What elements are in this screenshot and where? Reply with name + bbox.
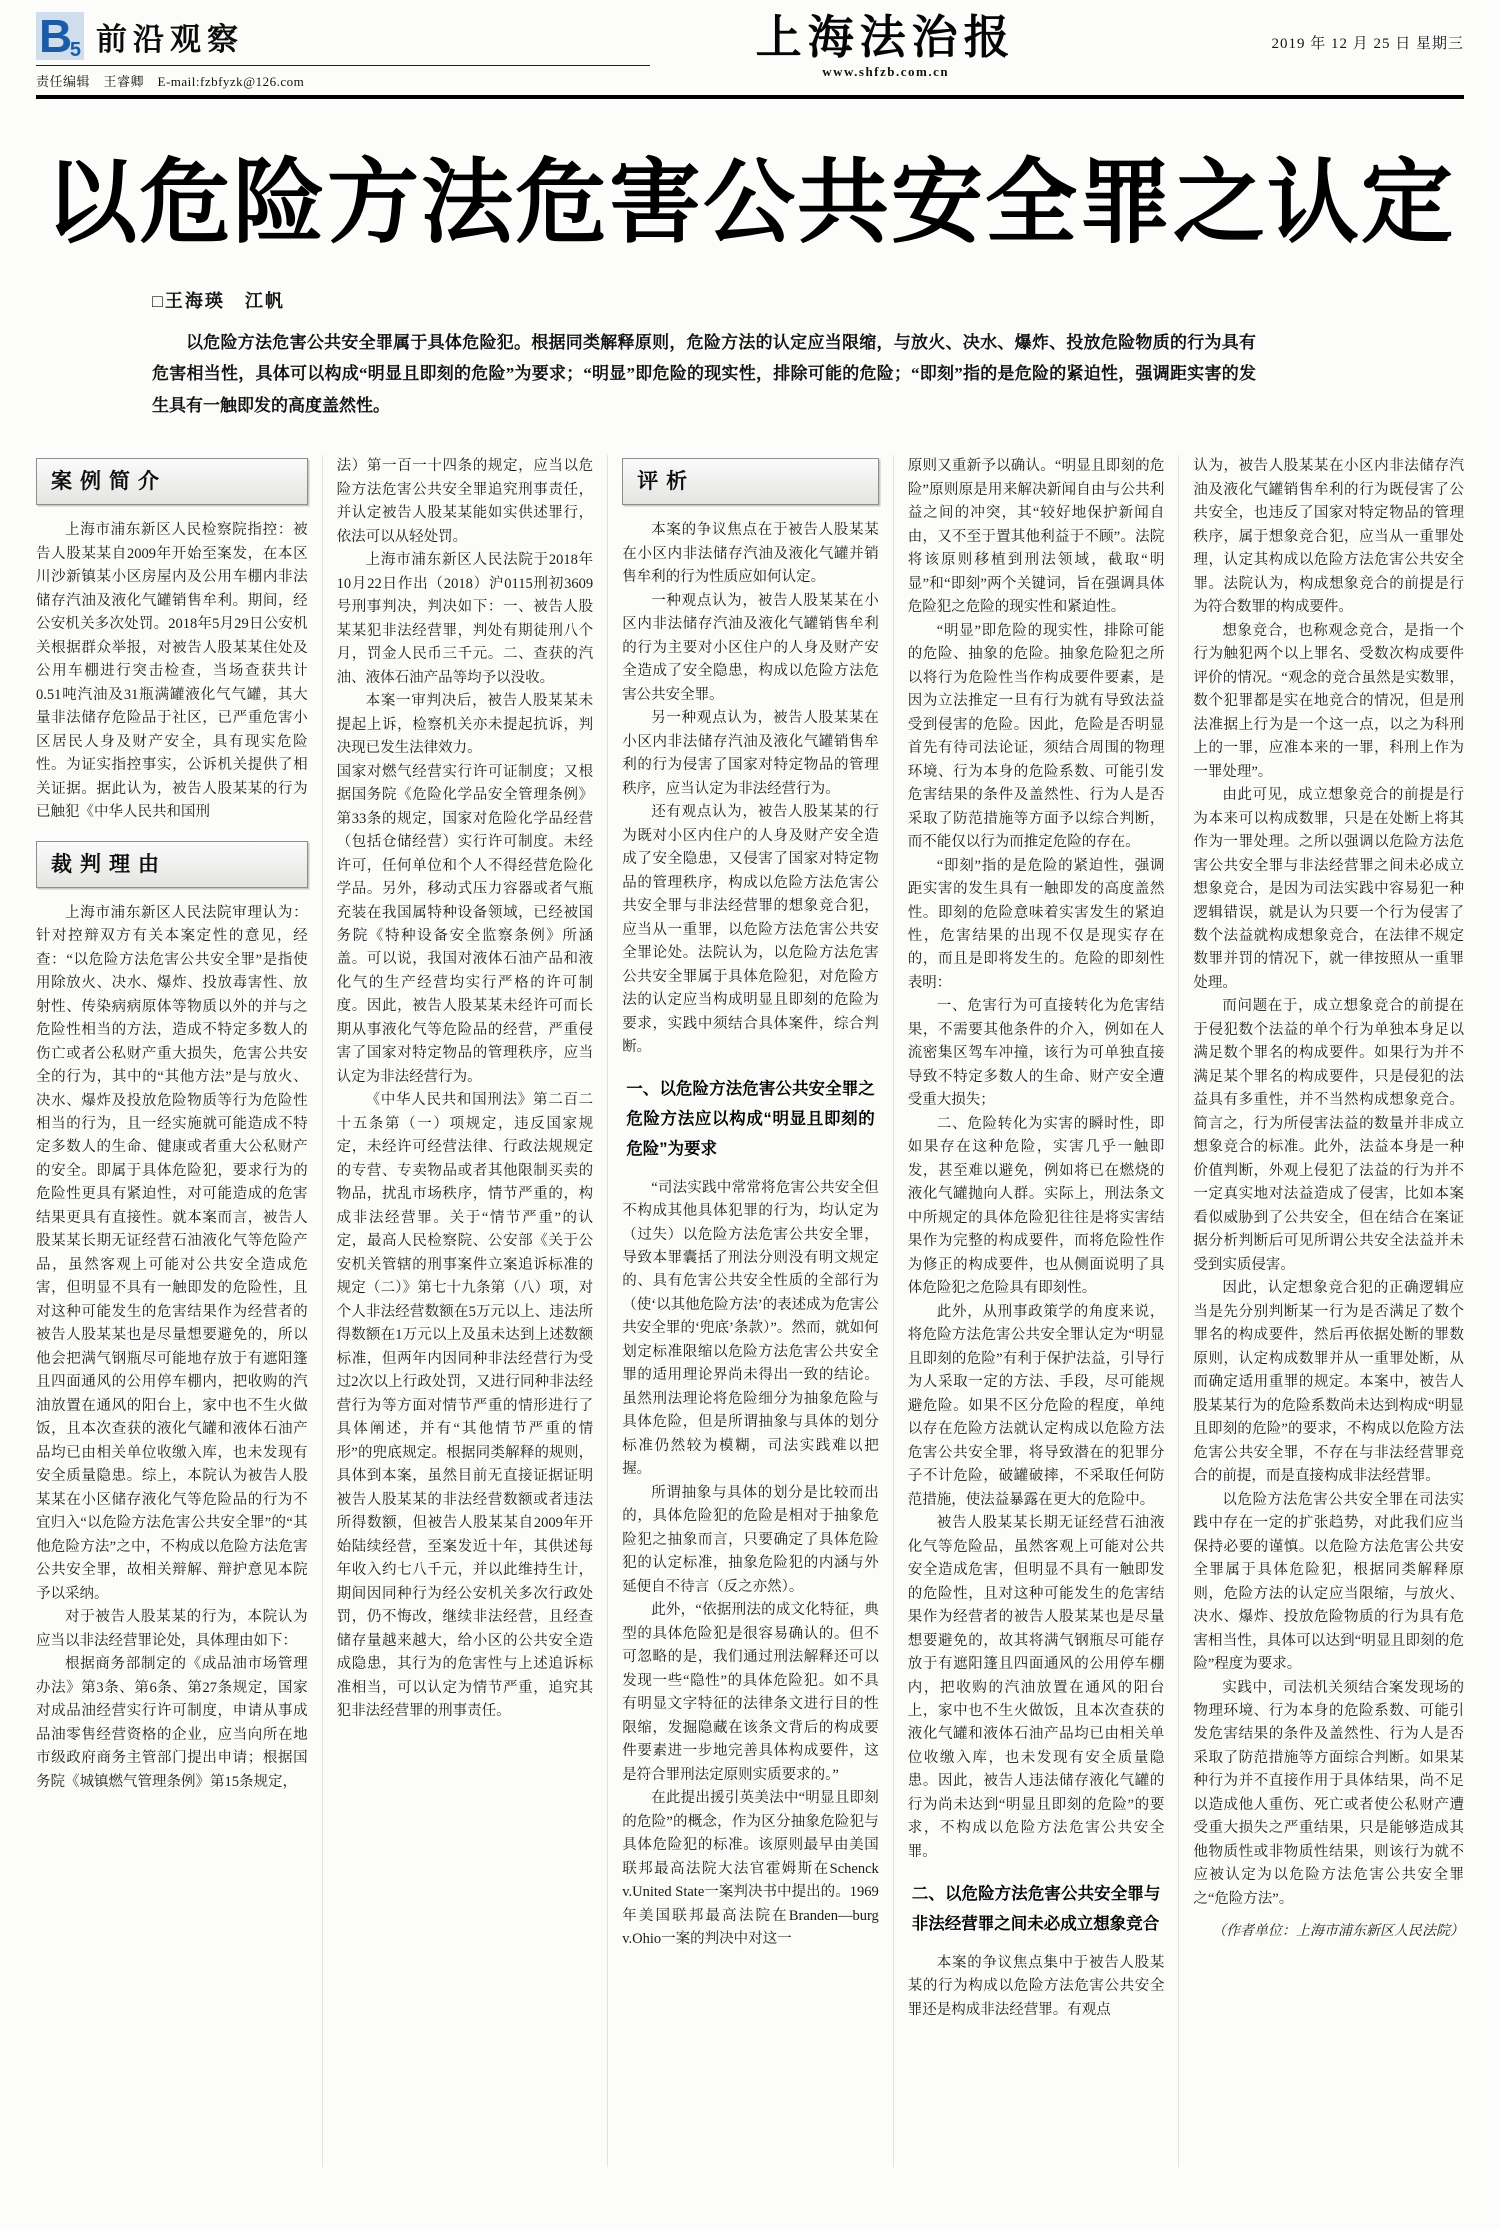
page-header xyxy=(36,12,1464,93)
paragraph: “明显”即危险的现实性，排除可能的危险、抽象的危险。抽象危险犯之所以将行为危险性当作构成要件要素，是因为立法推定一旦有行为就有导致法益受到侵害的危险。因此，危险是否明显首先有待司法论证，须结合周围的物理环境、行为本身的危险系数、可能引发危害结果的条件及盖然性、行为人是否采取了防范措施等方面予以综合判断，而不能仅以行为而推定危险的存在。 xyxy=(907,622,1165,851)
article-column-2 xyxy=(322,455,608,2167)
paragraph: 此外，“依据刑法的成文化特征，典型的具体危险犯是很容易确认的。但不可忽略的是，我们通过刑法解释还可以发现一些“隐性”的具体危险犯。如不具有明显文字特征的法律条文进行目的性限缩，发掘隐藏在该条文背后的构成要件要素进一步地完善具体构成要件，这是符合罪刑法定原则实质要求的。” xyxy=(622,1602,879,1783)
paragraph: 原则又重新予以确认。“明显且即刻的危险”原则原是用来解决新闻自由与公共利益之间的冲突，其“较好地保护新闻自由，又不至于置其他利益于不顾”。法院将该原则移植到刑法领域，截取“明显”和“即刻”两个关键词，旨在强调具体危险犯之危险的现实性和紧迫性。 xyxy=(907,458,1165,616)
paragraph: 实践中，司法机关须结合案发现场的物理环境、行为本身的危险系数、可能引发危害结果的条件及盖然性、行为人是否采取了防范措施等方面综合判断。如果某种行为并不直接作用于具体结果，尚不足以造成他人重伤、死亡或者使公私财产遭受重大损失之严重结果，只是能够造成其他物质性或非物质性结果，则该行为就不应被认定为以危险方法危害公共安全罪之“危险方法”。 xyxy=(1193,1679,1464,1907)
article-column-1 xyxy=(36,455,322,2167)
paragraph: 上海市浦东新区人民法院审理认为：针对控辩双方有关本案定性的意见，经查：“以危险方法危害公共安全罪”是指使用除放火、决水、爆炸、投放毒害性、放射性、传染病病原体等物质以外的并与之危险性相当的方法，造成不特定多数人的伤亡或者公私财产重大损失，危害公共安全的行为，其中的“其他方法”是与放火、决水、爆炸及投放危险物质等行为危险性相当的行为，且一经实施就可能造成不特定多数人的生命、健康或者重大公私财产的安全。即属于具体危险犯，要求行为的危险性更具有紧迫性，对可能造成的危害结果更具有直接性。就本案而言，被告人股某某长期无证经营石油液化气等危险产品，虽然客观上可能对公共安全造成危害，但明显不具有一触即发的危险性，且对这种可能发生的危害结果作为经营者的被告人股某某也是尽量想要避免的，所以他会把满气钢瓶尽可能地存放于有遮阳篷且四面通风的公用停车棚内，把收购的汽油放置在通风的阳台上，家中也不生火做饭，且本次查获的液化气罐和液体石油产品均已由相关单位收缴入库，也未发现有安全质量隐患。综上，本院认为被告人股某某在小区储存液化气等危险品的行为不宜归入“以危险方法危害公共安全罪”的“其他危险方法”之中，不构成以危险方法危害公共安全罪，故相关辩解、辩护意见本院予以采纳。 xyxy=(36,904,308,1602)
section-heading: 评析 xyxy=(622,458,879,505)
page-number-badge xyxy=(36,12,84,60)
article-headline: 以危险方法危害公共安全罪之认定 xyxy=(44,152,1455,254)
author-note: （作者单位：上海市浦东新区人民法院） xyxy=(1211,1924,1464,1940)
article-columns xyxy=(36,455,1464,2167)
section-heading: 裁判理由 xyxy=(36,841,308,888)
header-center xyxy=(650,12,1121,93)
paragraph: 此外，从刑事政策学的角度来说，将危险方法危害公共安全罪认定为“明显且即刻的危险”有利于保护法益，引导行为人采取一定的方法、手段，尽可能规避危险。如果不区分危险的程度，单纯以存在危险方法就认定构成以危险方法危害公共安全罪，将导致潜在的犯罪分子不计危险，破罐破摔，不采取任何防范措施，使法益暴露在更大的危险中。 xyxy=(907,1303,1165,1508)
sub-heading: 一、以危险方法危害公共安全罪之危险方法应以构成“明显且即刻的危险”为要求 xyxy=(626,1080,875,1158)
paragraph: 本案一审判决后，被告人股某某未提起上诉，检察机关亦未提起抗诉，判决现已发生法律效力。 xyxy=(336,693,594,757)
paragraph: 对于被告人股某某的行为，本院认为应当以非法经营罪论处，具体理由如下： xyxy=(36,1609,308,1649)
paragraph: 被告人股某某长期无证经营石油液化气等危险品，虽然客观上可能对公共安全造成危害，但明显不具有一触即发的危险性，且对这种可能发生的危害结果作为经营者的被告人股某某也是尽量想要避免的，故其将满气钢瓶尽可能存放于有遮阳篷且四面通风的公用停车棚内，把收购的汽油放置在通风的阳台上，家中也不生火做饭，且本次查获的液化气罐和液体石油产品均已由相关单位收缴入库，也未发现有安全质量隐患。因此，被告人违法储存液化气罐的行为尚未达到“明显且即刻的危险”的要求，不构成以危险方法危害公共安全罪。 xyxy=(907,1515,1165,1860)
header-rule xyxy=(36,95,1464,99)
paragraph: 一、危害行为可直接转化为危害结果，不需要其他条件的介入，例如在人流密集区驾车冲撞，该行为可单独直接导致不特定多数人的生命、财产安全遭受重大损失； xyxy=(907,998,1165,1109)
paragraph: 还有观点认为，被告人股某某的行为既对小区内住户的人身及财产安全造成了安全隐患，又侵害了国家对特定物品的管理秩序，构成以危险方法危害公共安全罪与非法经营罪的想象竞合犯，应当从一重罪，以危险方法危害公共安全罪论处。法院认为，以危险方法危害公共安全罪属于具体危险犯，对危险方法的认定应当构成明显且即刻的危险为要求，实践中须结合具体案件，综合判断。 xyxy=(622,804,879,1055)
page-number: 5 xyxy=(69,39,81,61)
section-heading: 案例简介 xyxy=(36,458,308,505)
header-left xyxy=(36,12,650,93)
section-banner xyxy=(36,12,650,66)
article-column-4 xyxy=(893,455,1179,2167)
paragraph: 另一种观点认为，被告人股某某在小区内非法储存汽油及液化气罐销售牟利的行为侵害了国家对特定物品的管理秩序，应当认定为非法经营行为。 xyxy=(622,710,879,797)
paragraph: 以危险方法危害公共安全罪在司法实践中存在一定的扩张趋势，对此我们应当保持必要的谨慎。以危险方法危害公共安全罪属于具体危险犯，根据同类解释原则，危险方法的认定应当限缩，与放火、决水、爆炸、投放危险物质的行为具有危害相当性，具体可以达到“明显且即刻的危险”程度为要求。 xyxy=(1193,1491,1464,1673)
newspaper-masthead: 上海法治报 xyxy=(755,12,1016,63)
page-letter: B xyxy=(39,10,73,62)
paragraph: 法）第一百一十四条的规定，应当以危险方法危害公共安全罪追究刑事责任，并认定被告人股某某能如实供述罪行，依法可以从轻处罚。 xyxy=(336,458,594,545)
byline: □王海瑛 江帆 xyxy=(152,291,285,311)
paragraph: 想象竞合，也称观念竞合，是指一个行为触犯两个以上罪名、受数次构成要件评价的情况。“观念的竞合虽然是实数罪，数个犯罪都是实在地竞合的情况，但是刑法准据上行为是一个这一点，以之为科刑上的一罪，应准本来的一罪，科刑上作为一罪处理”。 xyxy=(1193,622,1464,780)
article-column-5 xyxy=(1178,455,1464,2167)
paragraph: 二、危险转化为实害的瞬时性，即如果存在这种危险，实害几乎一触即发，甚至难以避免，例如将已在燃烧的液化气罐抛向人群。实际上，刑法条文中所规定的具体危险犯往往是将实害结果作为完整的构成要件，而将危险性作为修正的构成要件，也从侧面说明了具体危险犯之危险具有即刻性。 xyxy=(907,1115,1165,1297)
paragraph: 所谓抽象与具体的划分是比较而出的，具体危险犯的危险是相对于抽象危险犯之抽象而言，只要确定了具体危险犯的认定标准，抽象危险犯的内涵与外延便自不待言（反之亦然）。 xyxy=(622,1484,879,1595)
paragraph: 认为，被告人股某某在小区内非法储存汽油及液化气罐销售牟利的行为既侵害了公共安全，也违反了国家对特定物品的管理秩序，属于想象竞合犯，应当从一重罪处理，认定其构成以危险方法危害公共安全罪。法院认为，构成想象竞合的前提是行为符合数罪的构成要件。 xyxy=(1193,458,1464,616)
paragraph: 本案的争议焦点集中于被告人股某某的行为构成以危险方法危害公共安全罪还是构成非法经营罪。有观点 xyxy=(907,1954,1165,2018)
paragraph: 在此提出援引英美法中“明显且即刻的危险”的概念，作为区分抽象危险犯与具体危险犯的标准。该原则最早由美国联邦最高法院大法官霍姆斯在Schenck v.United State一案判决书中提出的。1969年美国联邦最高法院在Branden—burg v.Ohio一案的判决中对这一 xyxy=(622,1790,879,1948)
section-name: 前沿观察 xyxy=(96,21,244,57)
paragraph: “司法实践中常常将危害公共安全但不构成其他具体犯罪的行为，均认定为（过失）以危险方法危害公共安全罪，导致本罪囊括了刑法分则没有明文规定的、具有危害公共安全性质的全部行为（使‘以其他危险方法’的表述成为危害公共安全罪的‘兜底’条款）”。然而，就如何划定标准限缩以危险方法危害公共安全罪的适用理论界尚未得出一致的结论。虽然刑法理论将危险细分为抽象危险与具体危险，但是所谓抽象与具体的划分标准仍然较为模糊，司法实践难以把握。 xyxy=(622,1179,879,1478)
sub-heading: 二、以危险方法危害公共安全罪与非法经营罪之间未必成立想象竞合 xyxy=(911,1885,1161,1934)
paragraph: 由此可见，成立想象竞合的前提是行为本来可以构成数罪，只是在处断上将其作为一罪处理。之所以强调以危险方法危害公共安全罪与非法经营罪之间未必成立想象竞合，是因为司法实践中容易犯一种逻辑错误，就是认为只要一个行为侵害了数个法益就构成想象竞合，在法律不规定数罪并罚的情况下，就一律按照从一重罪处理。 xyxy=(1193,787,1464,991)
paragraph: 本案的争议焦点在于被告人股某某在小区内非法储存汽油及液化气罐并销售牟利的行为性质应如何认定。 xyxy=(622,522,879,586)
paragraph: 上海市浦东新区人民法院于2018年10月22日作出（2018）沪0115刑初3609号刑事判决，判决如下：一、被告人股某某犯非法经营罪，判处有期徒刑八个月，罚金人民币三千元。二、查获的汽油、液体石油产品等均予以没收。 xyxy=(336,552,594,686)
paragraph: 而问题在于，成立想象竞合的前提在于侵犯数个法益的单个行为单独本身足以满足数个罪名的构成要件。如果行为并不满足某个罪名的构成要件，只是侵犯的法益具有多重性，并不当然构成想象竞合。简言之，行为所侵害法益的数量并非成立想象竞合的标准。此外，法益本身是一种价值判断，外观上侵犯了法益的行为并不一定真实地对法益造成了侵害，比如本案看似威胁到了公共安全，但在结合在案证据分析判断后可见所谓公共安全法益并未受到实质侵害。 xyxy=(1193,998,1464,1273)
paragraph: 《中华人民共和国刑法》第二百二十五条第（一）项规定，违反国家规定，未经许可经营法律、行政法规规定的专营、专卖物品或者其他限制买卖的物品，扰乱市场秩序，情节严重的，构成非法经营罪。关于“情节严重”的认定，最高人民检察院、公安部《关于公安机关管辖的刑事案件立案追诉标准的规定（二）》第七十九条第（八）项，对个人非法经营数额在5万元以上、违法所得数额在1万元以上及虽未达到上述数额标准，但两年内因同种非法经营行为受过2次以上行政处罚，又进行同种非法经营行为等方面对情节严重的情形进行了具体阐述，并有“其他情节严重的情形”的兜底规定。根据同类解释的规则，具体到本案，虽然目前无直接证据证明被告人股某某的非法经营数额或者违法所得数额，但被告人股某某自2009年开始陆续经营，至案发近十年，其供述每年收入约七八千元，并以此维持生计，期间因同种行为经公安机关多次行政处罚，仍不悔改，继续非法经营，且经查储存量越来越大，给小区的公共安全造成隐患，其行为的危害性与上述追诉标准相当，可以认定为情节严重，追究其犯非法经营罪的刑事责任。 xyxy=(336,1092,594,1719)
editor-line: 责任编辑 王睿卿 E-mail:fzbfyzk@126.com xyxy=(36,74,305,89)
article-column-3 xyxy=(607,455,893,2167)
paragraph: 因此，认定想象竞合犯的正确逻辑应当是先分别判断某一行为是否满足了数个罪名的构成要件，然后再依据处断的罪数原则，认定构成数罪并从一重罪处断，从而确定适用重罪的规定。本案中，被告人股某某行为的危险系数尚未达到构成“明显且即刻的危险”的要求，不构成以危险方法危害公共安全罪，不存在与非法经营罪竞合的前提，而是直接构成非法经营罪。 xyxy=(1193,1280,1464,1485)
paragraph: 根据商务部制定的《成品油市场管理办法》第3条、第6条、第27条规定，国家对成品油经营实行许可制度，申请从事成品油零售经营资格的企业，应当向所在地市级政府商务主管部门提出申请；根据国务院《城镇燃气管理条例》第15条规定， xyxy=(36,1656,308,1790)
paragraph: 上海市浦东新区人民检察院指控：被告人股某某自2009年开始至案发，在本区川沙新镇某小区房屋内及公用车棚内非法储存汽油及液化气罐销售牟利。期间，经公安机关多次处罚。2018年5月29日公安机关根据群众举报，对被告人股某某住处及公用车棚进行突击检查，当场查获共计0.51吨汽油及31瓶满罐液化气气罐，其大量非法储存危险品于社区，已严重危害小区居民人身及财产安全，具有现实危险性。为证实指控事实，公诉机关提供了相关证据。据此认为，被告人股某某的行为已触犯《中华人民共和国刑 xyxy=(36,522,308,821)
lead-paragraph: 以危险方法危害公共安全罪属于具体危险犯。根据同类解释原则，危险方法的认定应当限缩，与放火、决水、爆炸、投放危险物质的行为具有危害相当性，具体可以构成“明显且即刻的危险”为要求；“明显”即危险的现实性，排除可能的危险；“即刻”指的是危险的紧迫性，强调距实害的发生具有一触即发的高度盖然性。 xyxy=(152,333,1256,415)
website-url: www.shfzb.com.cn xyxy=(822,64,950,80)
paragraph: 一种观点认为，被告人股某某在小区内非法储存汽油及液化气罐销售牟利的行为主要对小区住户的人身及财产安全造成了安全隐患，构成以危险方法危害公共安全罪。 xyxy=(622,592,879,703)
paragraph: “即刻”指的是危险的紧迫性，强调距实害的发生具有一触即发的高度盖然性。即刻的危险意味着实害发生的紧迫性，危害结果的出现不仅是现实存在的，而且是即将发生的。危险的即刻性表明： xyxy=(907,857,1165,991)
date-line: 2019 年 12 月 25 日 星期三 xyxy=(1271,36,1464,52)
paragraph: 国家对燃气经营实行许可证制度；又根据国务院《危险化学品安全管理条例》第33条的规定，国家对危险化学品经营（包括仓储经营）实行许可制度。未经许可，任何单位和个人不得经营危险化学品。另外，移动式压力容器或者气瓶充装在我国属特种设备领域，已经被国务院《特种设备安全监察条例》所涵盖。可以说，我国对液体石油产品和液化气的生产经营均实行严格的许可制度。因此，被告人股某某未经许可而长期从事液化气等危险品的经营，严重侵害了国家对特定物品的管理秩序，应当认定为非法经营行为。 xyxy=(336,763,594,1085)
